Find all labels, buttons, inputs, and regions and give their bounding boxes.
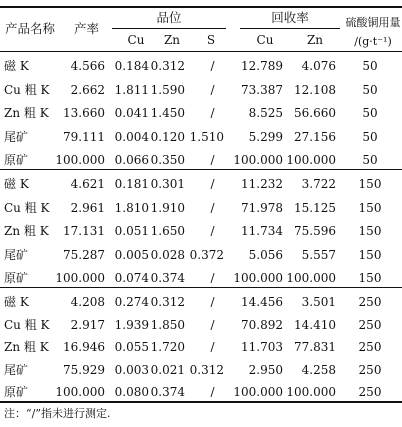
cell-rcu: 11.703 [241, 340, 283, 354]
cell-cu: 0.005 [114, 247, 149, 262]
cell-yield: 100.000 [55, 271, 105, 285]
cell-rzn: 27.156 [294, 129, 336, 144]
cell-zn: 1.590 [150, 82, 185, 97]
cell-zn: 0.021 [150, 362, 185, 377]
cell-name: 磁 K [4, 177, 29, 191]
header-yield: 产率 [74, 21, 100, 36]
cell-rcu: 5.299 [248, 129, 283, 144]
bottom-rule [0, 401, 402, 403]
cell-cu: 0.004 [114, 129, 149, 144]
cell-rzn: 3.501 [301, 295, 336, 309]
cell-rcu: 12.789 [241, 59, 283, 73]
cell-rcu: 100.000 [233, 271, 283, 285]
cell-name: 尾矿 [4, 362, 29, 377]
header-s: S [206, 33, 216, 47]
cell-rzn: 3.722 [301, 177, 336, 191]
cell-name: 磁 K [4, 295, 29, 309]
cell-zn: 1.650 [150, 224, 185, 238]
cell-yield: 4.208 [70, 295, 105, 309]
cell-dose: 150 [358, 177, 382, 191]
cell-s: / [210, 224, 215, 238]
table-note: 注：“/”指未进行测定. [4, 407, 111, 420]
cell-rzn: 100.000 [286, 153, 336, 167]
cell-yield: 2.662 [70, 82, 105, 97]
cell-zn: 0.301 [150, 177, 185, 191]
cell-dose: 50 [362, 106, 378, 120]
cell-cu: 1.939 [114, 317, 149, 332]
cell-dose: 150 [358, 247, 382, 262]
cell-s: / [210, 317, 215, 332]
cell-rcu: 5.056 [248, 247, 283, 262]
cell-rcu: 8.525 [248, 106, 283, 120]
cell-name: 原矿 [4, 385, 29, 399]
group-divider-2 [0, 287, 402, 288]
cell-name: Zn 粗 K [4, 340, 49, 354]
cell-rzn: 77.831 [294, 340, 336, 354]
cell-s: 1.510 [189, 129, 224, 144]
cell-s: / [210, 295, 215, 309]
cell-yield: 4.566 [70, 59, 105, 73]
cell-rcu: 11.734 [241, 224, 283, 238]
header-product: 产品名称 [5, 21, 56, 36]
cell-dose: 50 [362, 153, 378, 167]
cell-zn: 0.350 [150, 153, 185, 167]
cell-rzn: 15.125 [294, 200, 336, 215]
cell-s: / [210, 385, 215, 399]
cell-s: / [210, 177, 215, 191]
cell-rcu: 70.892 [241, 317, 283, 332]
cell-yield: 13.660 [63, 106, 105, 120]
header-rec-zn: Zn [306, 33, 324, 47]
cell-cu: 0.074 [114, 271, 149, 285]
header-grade: 品位 [156, 10, 182, 25]
cell-rzn: 12.108 [294, 82, 336, 97]
cell-name: Zn 粗 K [4, 224, 49, 238]
cell-cu: 1.810 [114, 200, 149, 215]
header-zn: Zn [163, 33, 181, 47]
cell-dose: 250 [358, 340, 382, 354]
cell-cu: 0.041 [114, 106, 149, 120]
cell-dose: 250 [358, 317, 382, 332]
cell-zn: 1.720 [150, 340, 185, 354]
header-cu: Cu [127, 33, 145, 47]
cell-zn: 1.910 [150, 200, 185, 215]
cell-cu: 0.184 [114, 59, 149, 73]
recovery-subheader-rule [240, 28, 340, 29]
cell-zn: 0.312 [150, 295, 185, 309]
cell-yield: 100.000 [55, 385, 105, 399]
cell-cu: 0.003 [114, 362, 149, 377]
cell-dose: 250 [358, 385, 382, 399]
cell-name: Cu 粗 K [4, 200, 50, 215]
cell-name: Cu 粗 K [4, 82, 50, 97]
cell-s: / [210, 106, 215, 120]
cell-cu: 0.051 [114, 224, 149, 238]
cell-name: 原矿 [4, 271, 29, 285]
cell-dose: 250 [358, 295, 382, 309]
cell-s: / [210, 82, 215, 97]
cell-yield: 2.917 [70, 317, 105, 332]
cell-s: / [210, 59, 215, 73]
cell-rzn: 75.596 [294, 224, 336, 238]
cell-rzn: 100.000 [286, 271, 336, 285]
cell-rcu: 71.978 [241, 200, 283, 215]
cell-s: / [210, 340, 215, 354]
cell-dose: 150 [358, 200, 382, 215]
cell-rzn: 5.557 [301, 247, 336, 262]
cell-yield: 17.131 [63, 224, 105, 238]
cell-yield: 16.946 [63, 340, 105, 354]
cell-yield: 100.000 [55, 153, 105, 167]
cell-cu: 1.811 [114, 82, 149, 97]
header-bottom-rule [0, 51, 402, 52]
cell-zn: 0.312 [150, 59, 185, 73]
cell-rzn: 4.076 [301, 59, 336, 73]
cell-s: 0.312 [189, 362, 224, 377]
cell-yield: 2.961 [70, 200, 105, 215]
cell-dose: 50 [362, 82, 378, 97]
cell-name: Zn 粗 K [4, 106, 49, 120]
cell-zn: 0.374 [150, 271, 185, 285]
cell-dose: 250 [358, 362, 382, 377]
cell-yield: 79.111 [63, 129, 105, 144]
cell-cu: 0.066 [114, 153, 149, 167]
top-rule [0, 6, 402, 8]
cell-name: 尾矿 [4, 247, 29, 262]
cell-rcu: 100.000 [233, 153, 283, 167]
cell-s: / [210, 153, 215, 167]
cell-rcu: 100.000 [233, 385, 283, 399]
cell-rcu: 2.950 [248, 362, 283, 377]
cell-s: / [210, 271, 215, 285]
cell-cu: 0.181 [114, 177, 149, 191]
cell-name: Cu 粗 K [4, 317, 50, 332]
cell-name: 磁 K [4, 59, 29, 73]
cell-cu: 0.080 [114, 385, 149, 399]
cell-name: 尾矿 [4, 129, 29, 144]
cell-dose: 150 [358, 271, 382, 285]
cell-rzn: 14.410 [294, 317, 336, 332]
cell-zn: 1.850 [150, 317, 185, 332]
cell-yield: 4.621 [70, 177, 105, 191]
cell-rzn: 4.258 [301, 362, 336, 377]
cell-yield: 75.287 [63, 247, 105, 262]
cell-cu: 0.274 [114, 295, 149, 309]
header-rec-cu: Cu [256, 33, 274, 47]
group-divider-1 [0, 169, 402, 170]
cell-dose: 150 [358, 224, 382, 238]
cell-zn: 0.028 [150, 247, 185, 262]
cell-rcu: 73.387 [241, 82, 283, 97]
header-dosage: 硫酸铜用量 /(g·t⁻¹) [345, 16, 401, 48]
cell-rcu: 11.232 [241, 177, 283, 191]
cell-s: 0.372 [189, 247, 224, 262]
cell-dose: 50 [362, 59, 378, 73]
cell-rzn: 100.000 [286, 385, 336, 399]
cell-name: 原矿 [4, 153, 29, 167]
cell-yield: 75.929 [63, 362, 105, 377]
grade-subheader-rule [112, 28, 226, 29]
cell-cu: 0.055 [114, 340, 149, 354]
cell-s: / [210, 200, 215, 215]
cell-zn: 0.374 [150, 385, 185, 399]
cell-rcu: 14.456 [241, 295, 283, 309]
header-recovery: 回收率 [271, 10, 309, 25]
cell-zn: 1.450 [150, 106, 185, 120]
cell-dose: 50 [362, 129, 378, 144]
cell-rzn: 56.660 [294, 106, 336, 120]
cell-zn: 0.120 [150, 129, 185, 144]
